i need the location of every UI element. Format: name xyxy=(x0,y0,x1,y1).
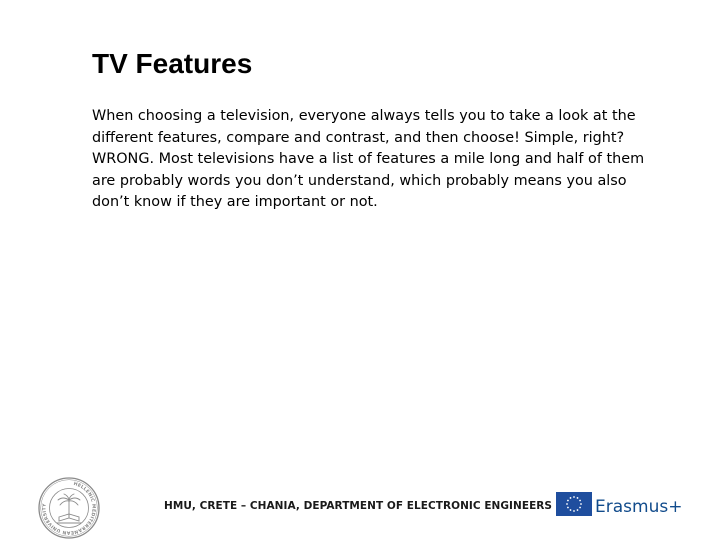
seal-ring-text: HELLENIC MEDITERRANEAN UNIVERSITY xyxy=(42,481,96,535)
footer-institution-text: HMU, CRETE – CHANIA, DEPARTMENT OF ELECTRONIC ENGINEERS xyxy=(164,500,553,512)
eu-flag-icon xyxy=(556,492,592,516)
erasmus-logo xyxy=(556,490,683,526)
eu-flag-star xyxy=(567,500,569,502)
erasmus-wordmark: Erasmus+ xyxy=(595,497,683,517)
slide-body-text: When choosing a television, everyone always tells you to take a look at the different features, compare and contrast, and then choose! Simple, right? WRONG. Most televisions have a list of features a mile long and half of them are probably words you don’t understand, which probably means you also don’t know if they are important or not. xyxy=(92,108,645,211)
university-seal-icon xyxy=(37,476,101,540)
eu-flag-star xyxy=(579,507,581,509)
eu-flag-star xyxy=(579,500,581,502)
eu-flag-star xyxy=(577,497,579,499)
eu-flag-star xyxy=(577,509,579,511)
eu-flag-star xyxy=(567,507,569,509)
eu-flag-star xyxy=(573,496,575,498)
eu-flag-star xyxy=(573,510,575,512)
eu-flag-star xyxy=(566,503,568,505)
eu-flag-star xyxy=(570,509,572,511)
eu-flag-star xyxy=(580,503,582,505)
slide-title: TV Features xyxy=(92,48,253,79)
eu-flag-star xyxy=(570,497,572,499)
